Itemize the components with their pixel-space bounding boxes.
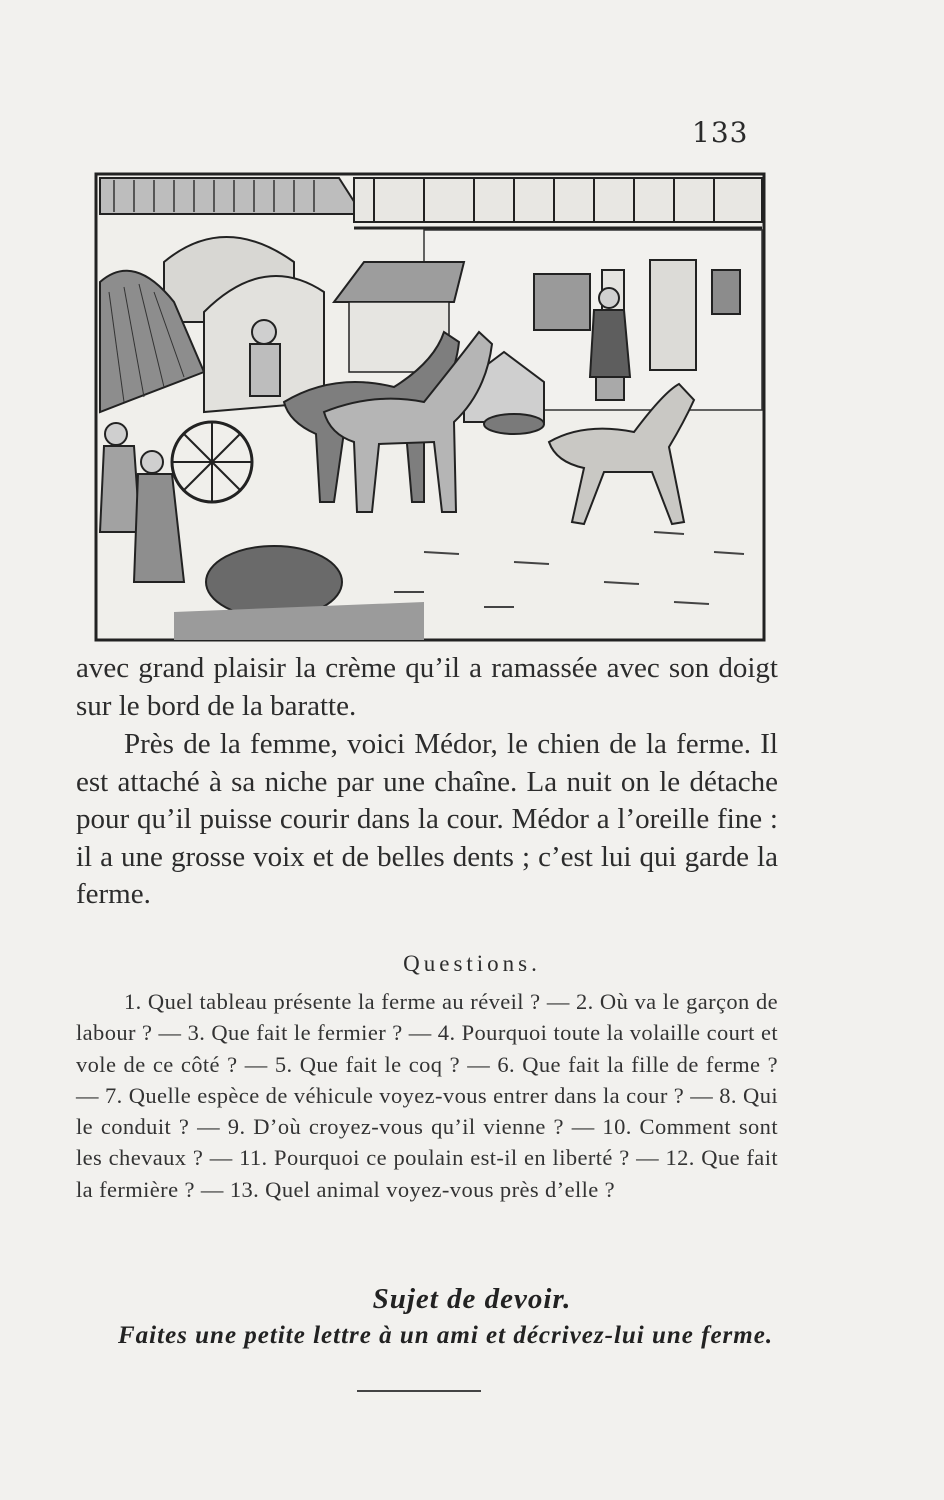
farm-woman [599, 288, 619, 308]
devoir-heading: Sujet de devoir. [372, 1283, 572, 1315]
questions-list [76, 986, 778, 1205]
devoir-assignment [66, 1320, 778, 1352]
house-door [650, 260, 696, 370]
dog-medor [484, 414, 544, 434]
barn-roof [100, 178, 362, 214]
paragraph-continuation [76, 650, 778, 725]
paragraph-text: Près de la femme, voici Médor, le chien de la ferme. Il est attaché à sa niche par une chaîne. La nuit on le détache pour qu’il puisse courir dans la cour. Médor a l’oreille fine : il a une grosse voix et de belles dents ; c’est lui qui garde la ferme. [76, 728, 778, 910]
farmyard-engraving-illustration [94, 172, 766, 642]
driver-figure [252, 320, 276, 344]
questions-text: 1. Quel tableau présente la ferme au réveil ? — 2. Où va le garçon de labour ? — 3. Que fait le fermier ? — 4. Pourquoi toute la volaille court et vole de ce côté ? — 5. Que fait le coq ? — 6. Que fait la fille de ferme ? — 7. Quelle espèce de véhicule voyez-vous entrer dans la cour ? — 8. Qui le conduit ? — 9. D’où croyez-vous qu’il vienne ? — 10. Comment sont les chevaux ? — 11. Pourquoi ce poulain est-il en liberté ? — 12. Que fait la fermière ? — 13. Quel animal voyez-vous près d’elle ? [76, 989, 778, 1202]
questions-heading: Questions. [403, 951, 541, 976]
house-window [534, 274, 590, 330]
house-window-right [712, 270, 740, 314]
end-rule-divider [357, 1390, 481, 1392]
farm-girl [141, 451, 163, 473]
paragraph-text: avec grand plaisir la crème qu’il a ramassée avec son doigt sur le bord de la baratte. [76, 652, 778, 722]
devoir-text: Faites une petite lettre à un ami et décrivez-lui une ferme. [118, 1322, 774, 1349]
page-number: 133 [692, 116, 749, 149]
house-timber [354, 178, 762, 222]
paragraph-medor [76, 726, 778, 914]
farm-boy [105, 423, 127, 445]
